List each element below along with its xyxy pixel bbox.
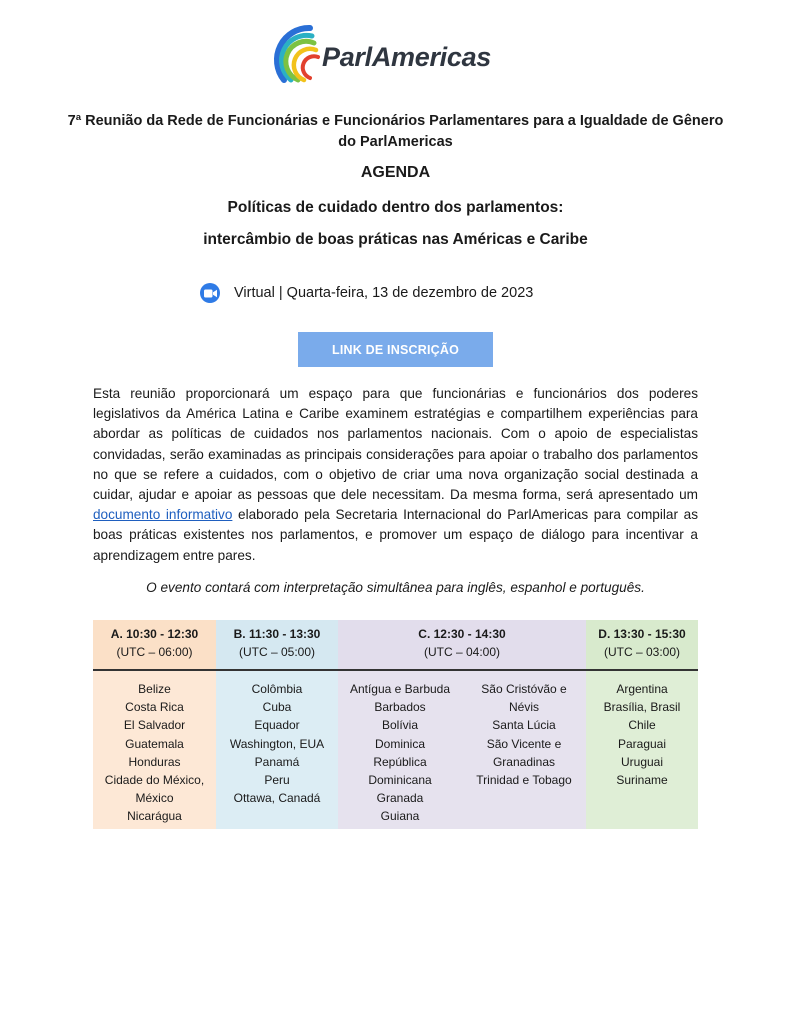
event-info [200, 281, 533, 305]
schedule-column-a [93, 620, 216, 829]
country-item: Brasília, Brasil [603, 700, 681, 715]
country-item: Dominicana [368, 773, 432, 788]
country-list-left [338, 671, 462, 829]
column-header [338, 620, 586, 671]
logo-text: ParlAmericas [322, 42, 492, 72]
intro-text-before-link: Esta reunião proporcionará um espaço para que funcionárias e funcionários dos poderes legislativos da América Latina e Caribe examinem estratégias e compartilhem experiências para abordar as políticas de cuidados nos parlamentos nacionais. Com o apoio de especialistas convidadas, serão examinadas as principais considerações para apoiar o trabalho dos parlamentos no que se refere a cuidados, com o objetivo de criar uma nova organização social destinada a cuidar, ajudar e apoiar as pessoas que dele necessitam. Da mesma forma, será apresentado um [93, 386, 698, 503]
country-item: Colômbia [251, 682, 303, 696]
intro-paragraph [93, 384, 698, 566]
country-item: Argentina [616, 682, 668, 696]
country-item: Peru [264, 773, 290, 788]
country-item: Belize [138, 682, 171, 696]
country-list [586, 671, 698, 789]
country-list-right [462, 671, 586, 829]
intro-text-after-link: elaborado pela Secretaria Internacional do ParlAmericas para compilar as boas práticas existentes nos parlamentos, e promover um espaço de diálogo para incentivar a aprendizagem entre pares. [93, 507, 698, 563]
column-header [586, 620, 698, 671]
country-item: Barbados [374, 700, 426, 715]
time-zone-label: A. 10:30 - 12:30 [110, 627, 199, 641]
schedule-column-b [216, 620, 338, 829]
country-item: Guatemala [125, 736, 184, 751]
time-zone-label: B. 11:30 - 13:30 [233, 627, 321, 641]
country-item: México [135, 791, 174, 806]
meeting-title: 7ª Reunião da Rede de Funcionárias e Funcionários Parlamentares para a Igualdade de Gênero do ParlAmericas [67, 113, 724, 150]
country-item: República [373, 754, 427, 769]
utc-offset: (UTC – 05:00) [238, 645, 316, 659]
country-item: Costa Rica [125, 700, 184, 715]
utc-offset: (UTC – 04:00) [423, 645, 501, 659]
country-item: Nicarágua [127, 809, 182, 824]
country-item: Paraguai [617, 736, 667, 751]
country-item: Granada [376, 791, 424, 806]
utc-offset: (UTC – 06:00) [116, 645, 193, 659]
subtitle-line-1: Políticas de cuidado dentro dos parlamentos: [227, 199, 564, 216]
country-list [216, 671, 338, 807]
video-camera-icon [200, 283, 220, 303]
interpretation-note: O evento contará com interpretação simultânea para inglês, espanhol e português. [146, 580, 645, 595]
country-item: Dominica [374, 736, 425, 751]
country-item: São Vicente e [486, 736, 562, 751]
country-item: Washington, EUA [229, 736, 325, 751]
country-item: Granadinas [492, 754, 556, 769]
time-zone-label: C. 12:30 - 14:30 [418, 627, 506, 641]
country-item: Suriname [616, 773, 668, 788]
country-item: Bolívia [381, 718, 419, 733]
subtitle-line-2: intercâmbio de boas práticas nas Américas e Caribe [203, 231, 588, 248]
column-header [93, 620, 216, 671]
country-item: El Salvador [123, 718, 186, 733]
utc-offset: (UTC – 03:00) [603, 645, 681, 659]
country-item: São Cristóvão e [481, 682, 567, 696]
country-item: Chile [628, 718, 656, 733]
informative-document-link[interactable]: documento informativo [93, 507, 233, 523]
country-item: Névis [508, 700, 539, 715]
country-item: Equador [254, 718, 300, 733]
time-zone-label: D. 13:30 - 15:30 [598, 627, 686, 641]
schedule-column-c [338, 620, 586, 829]
parlamericas-logo [270, 20, 520, 95]
time-zone-schedule-table [93, 620, 698, 829]
country-item: Cuba [262, 700, 292, 715]
country-item: Ottawa, Canadá [233, 791, 321, 806]
country-item: Panamá [254, 754, 300, 769]
schedule-column-d [586, 620, 698, 829]
column-header [216, 620, 338, 671]
registration-link-button[interactable]: LINK DE INSCRIÇÃO [298, 332, 493, 367]
country-item: Guiana [380, 809, 420, 824]
country-item: Uruguai [620, 754, 664, 769]
agenda-heading: AGENDA [360, 164, 431, 181]
country-list [93, 671, 216, 826]
event-details-text: Virtual | Quarta-feira, 13 de dezembro de 2023 [234, 285, 534, 301]
country-item: Antígua e Barbuda [349, 682, 451, 696]
logo-arcs-icon [270, 20, 330, 95]
country-item: Trinidad e Tobago [476, 773, 572, 788]
country-item: Cidade do México, [104, 773, 205, 788]
country-item: Honduras [128, 754, 181, 769]
country-item: Santa Lúcia [492, 718, 556, 733]
